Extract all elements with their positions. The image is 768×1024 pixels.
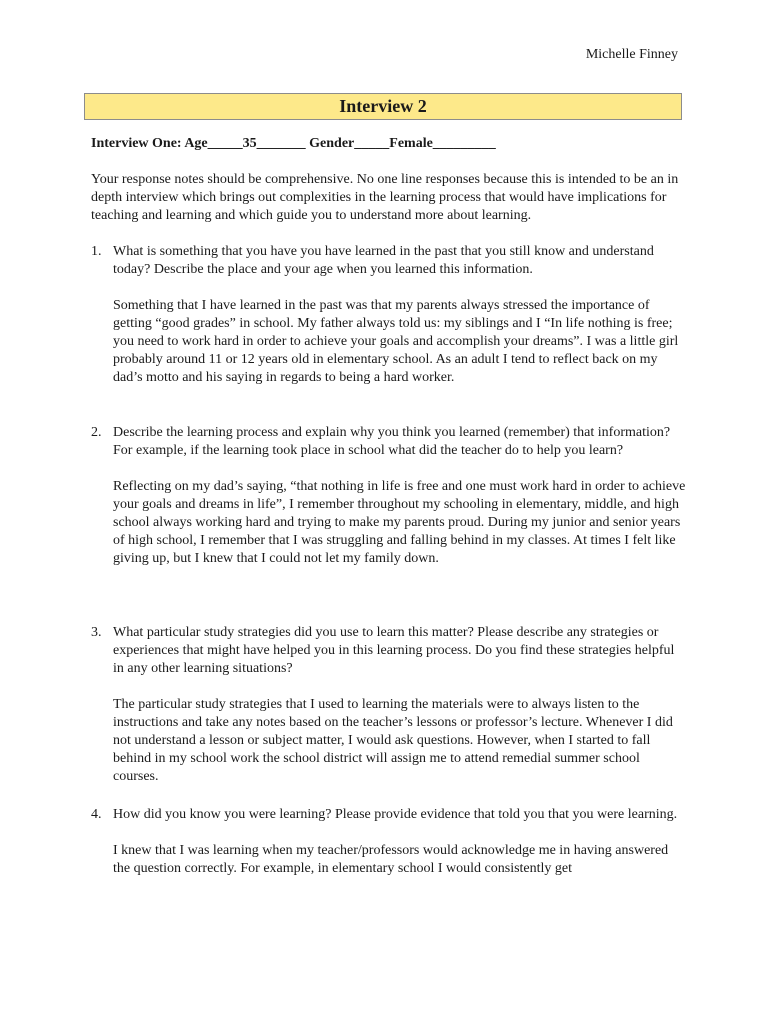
question-text: What particular study strategies did you use to learn this matter? Please describe any strategies or experiences that might have helped you in this learning process. Do you find these strategies helpful in any other learning situations? [113,625,675,676]
interview-info-line [91,136,496,152]
author-name: Michelle Finney [585,47,678,62]
question-text: How did you know you were learning? Please provide evidence that told you that you were learning. [113,807,678,822]
question-number: 2. [91,425,102,440]
question-number: 4. [91,807,102,822]
question-item-3 [91,624,686,786]
age-blank-before: _____ [207,136,243,151]
age-blank-after: _______ [256,136,306,151]
gender-blank-before: _____ [354,136,390,151]
page-title: Interview 2 [339,96,427,116]
question-item-2 [91,424,686,568]
interview-label: Interview One: Age [91,136,208,151]
answer-text: The particular study strategies that I used to learning the materials were to always listen to the instructions and take any notes based on the teacher’s lessons or professor’s lecture. Whenever I did not understand a lesson or subject matter, I would ask questions. However, when I started to fall behind in my school work the school district will assign me to attend remedial summer school courses. [113,697,673,784]
question-number: 1. [91,244,102,259]
question-text: Describe the learning process and explain why you think you learned (remember) that information? For example, if the learning took place in school what did the teacher do to help you learn? [113,425,671,458]
question-item-4 [91,806,686,878]
intro-paragraph: Your response notes should be comprehensive. No one line responses because this is intended to be an in depth interview which brings out complexities in the learning process that would have implications for teaching and learning and which guide you to understand more about learning. [91,172,679,223]
gender-label: Gender [309,136,355,151]
age-value: 35 [242,136,257,151]
answer-text: Reflecting on my dad’s saying, “that nothing in life is free and one must work hard in order to achieve your goals and dreams in life”, I remember throughout my schooling in elementary, middle, and high school always working hard and trying to make my parents proud. During my junior and senior years of high school, I remember that I was struggling and falling behind in my classes. At times I felt like giving up, but I knew that I could not let my family down. [113,479,686,566]
answer-text: Something that I have learned in the past was that my parents always stressed the importance of getting “good grades” in school. My father always told us: my siblings and I “In life nothing is free; you need to work hard in order to achieve your goals and accomplish your dreams”. I was a little girl probably around 11 or 12 years old in elementary school. As an adult I tend to reflect back on my dad’s motto and his saying in regards to being a hard worker. [113,298,679,385]
gender-blank-after: _________ [432,136,496,151]
gender-value: Female [389,136,433,151]
question-text: What is something that you have you have learned in the past that you still know and understand today? Describe the place and your age when you learned this information. [113,244,654,277]
question-item-1 [91,243,686,387]
answer-text: I knew that I was learning when my teacher/professors would acknowledge me in having answered the question correctly. For example, in elementary school I would consistently get [113,843,669,876]
question-number: 3. [91,625,102,640]
title-banner [84,93,682,120]
